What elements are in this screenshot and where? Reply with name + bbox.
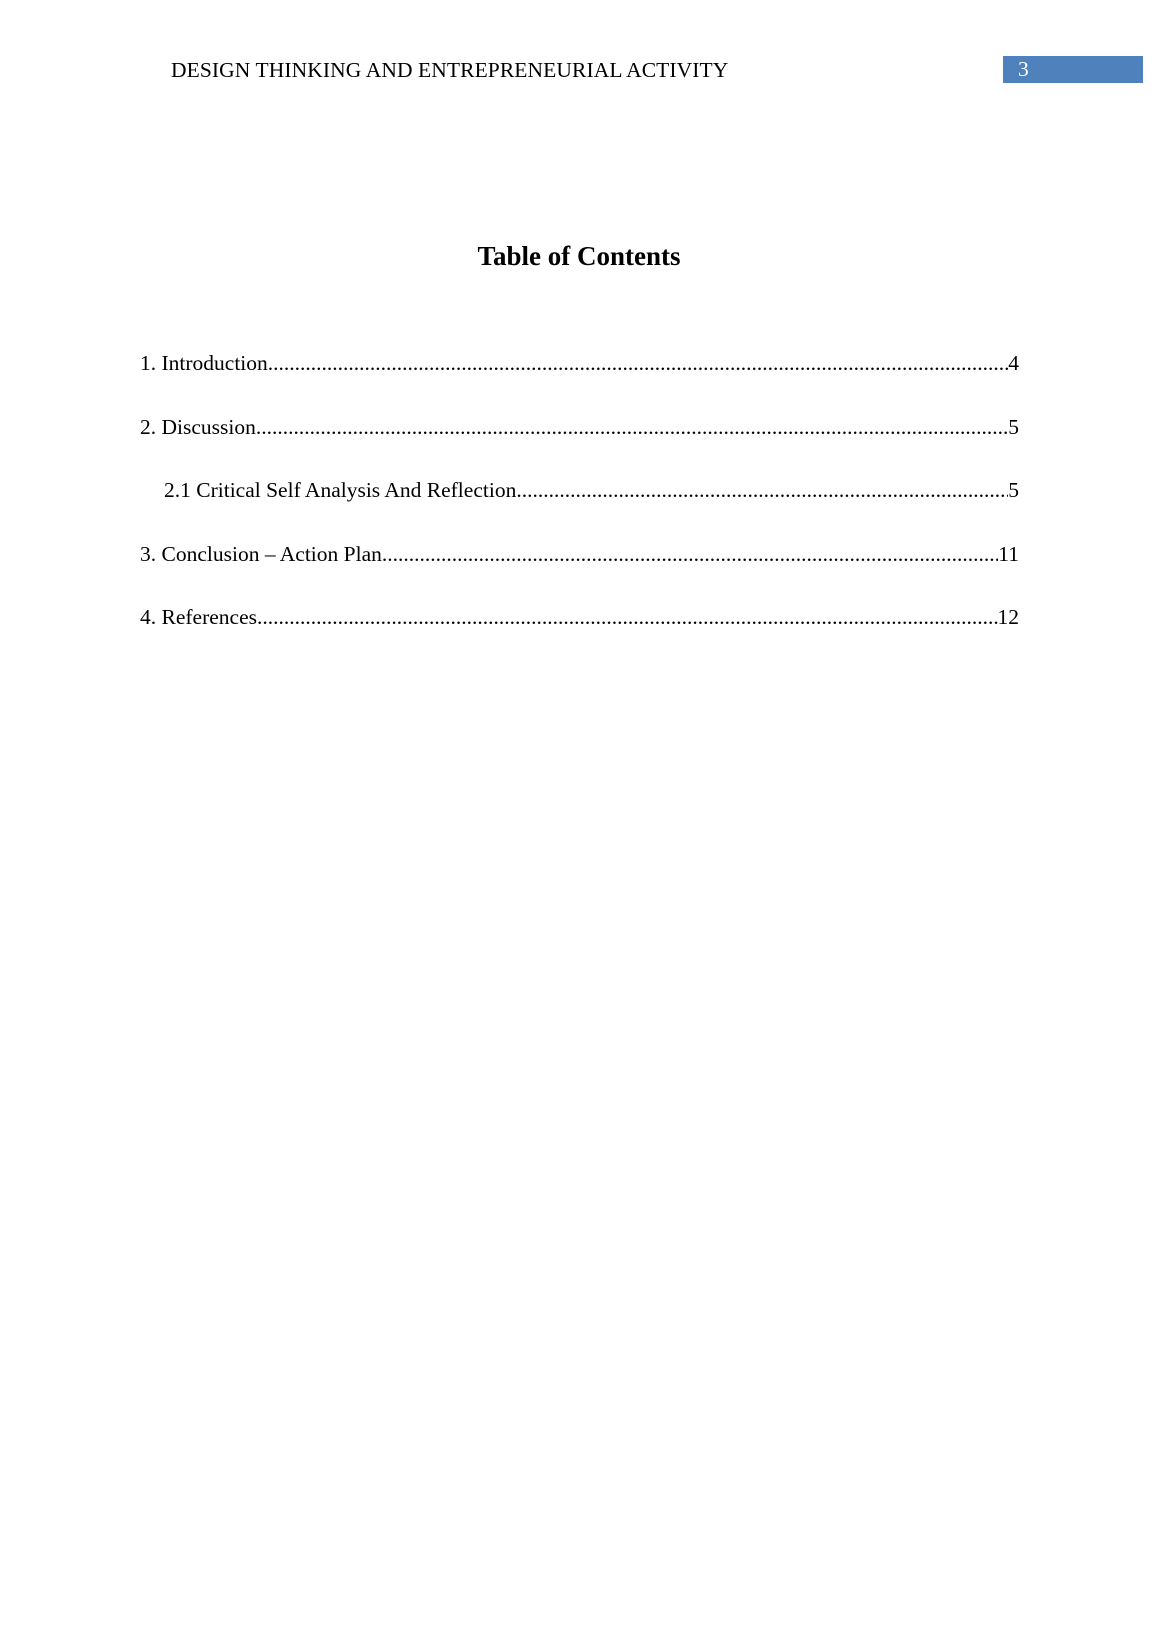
- toc-entry-conclusion[interactable]: [140, 541, 1019, 605]
- toc-entry-text: 4. References: [140, 605, 257, 629]
- toc-entry-page: 12: [997, 605, 1019, 629]
- toc-entry-page: 5: [1008, 478, 1019, 502]
- toc-entry-text: 1. Introduction: [140, 351, 268, 375]
- running-header-title: DESIGN THINKING AND ENTREPRENEURIAL ACTIVITY: [171, 58, 729, 82]
- toc-entry-page: 5: [1008, 414, 1019, 439]
- toc-dot-leader: [256, 414, 1008, 440]
- toc-entry-introduction[interactable]: [140, 350, 1019, 414]
- page-number-badge: 3: [1003, 56, 1143, 83]
- toc-entry-critical-self-analysis[interactable]: [140, 477, 1019, 541]
- toc-dot-leader: [516, 477, 1008, 503]
- toc-entry-discussion[interactable]: [140, 414, 1019, 478]
- toc-entry-text: 3. Conclusion – Action Plan: [140, 541, 382, 566]
- toc-dot-leader: [268, 350, 1008, 376]
- toc-entry-page: 4: [1008, 351, 1019, 375]
- toc-entry-text: 2.1 Critical Self Analysis And Reflection: [164, 478, 517, 502]
- toc-entry-page: 11: [998, 541, 1019, 566]
- toc-entry-text: 2. Discussion: [140, 414, 256, 439]
- toc-heading: Table of Contents: [477, 241, 681, 271]
- toc-dot-leader: [382, 541, 998, 567]
- toc-entry-references[interactable]: [140, 604, 1019, 668]
- table-of-contents: [140, 350, 1019, 668]
- toc-dot-leader: [257, 604, 998, 630]
